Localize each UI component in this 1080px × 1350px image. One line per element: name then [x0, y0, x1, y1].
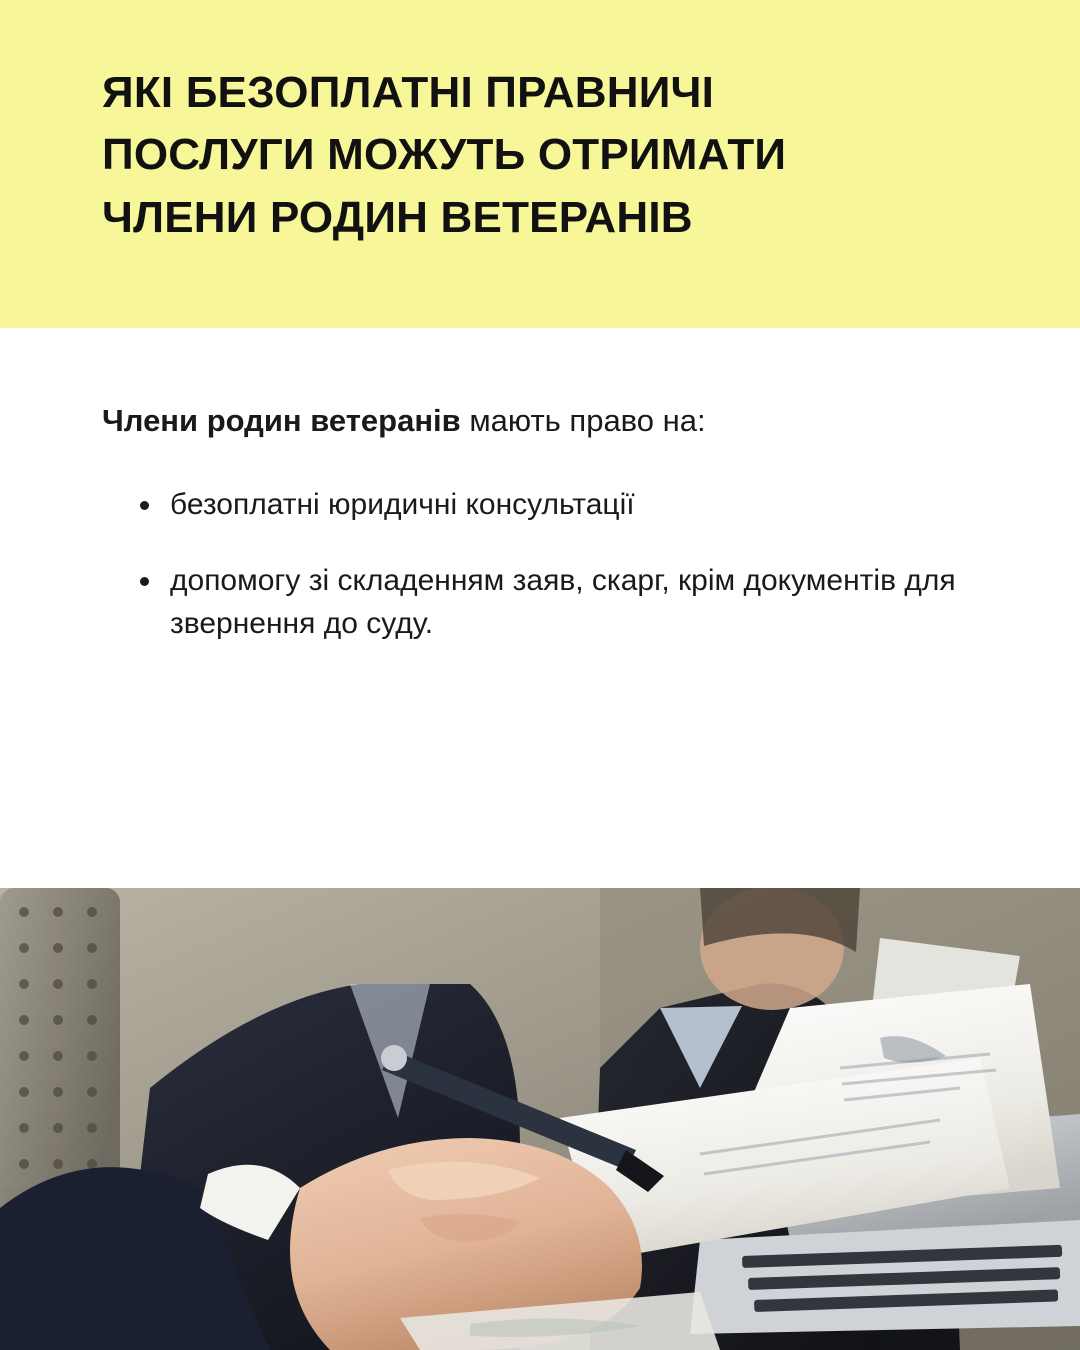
lead-strong-text: Члени родин ветеранів — [102, 403, 461, 438]
bullet-dot-icon — [140, 577, 149, 586]
signing-documents-photo — [0, 888, 1080, 1350]
photo-illustration — [0, 888, 1080, 1350]
list-item — [102, 560, 960, 645]
list-item-label: допомогу зі складенням заяв, скарг, крім документів для звернення до суду. — [170, 564, 956, 641]
content-area — [0, 328, 1080, 888]
page-title: ЯКІ БЕЗОПЛАТНІ ПРАВНИЧІ ПОСЛУГИ МОЖУТЬ ОТРИМАТИ ЧЛЕНИ РОДИН ВЕТЕРАНІВ — [102, 68, 787, 242]
lead-paragraph — [102, 400, 980, 442]
list-item-label: безоплатні юридичні консультації — [170, 487, 635, 521]
header-band — [0, 0, 1080, 328]
list-item — [102, 484, 960, 527]
lead-rest-text: мають право на: — [460, 403, 706, 438]
bullet-dot-icon — [140, 501, 149, 510]
rights-list — [102, 484, 980, 646]
